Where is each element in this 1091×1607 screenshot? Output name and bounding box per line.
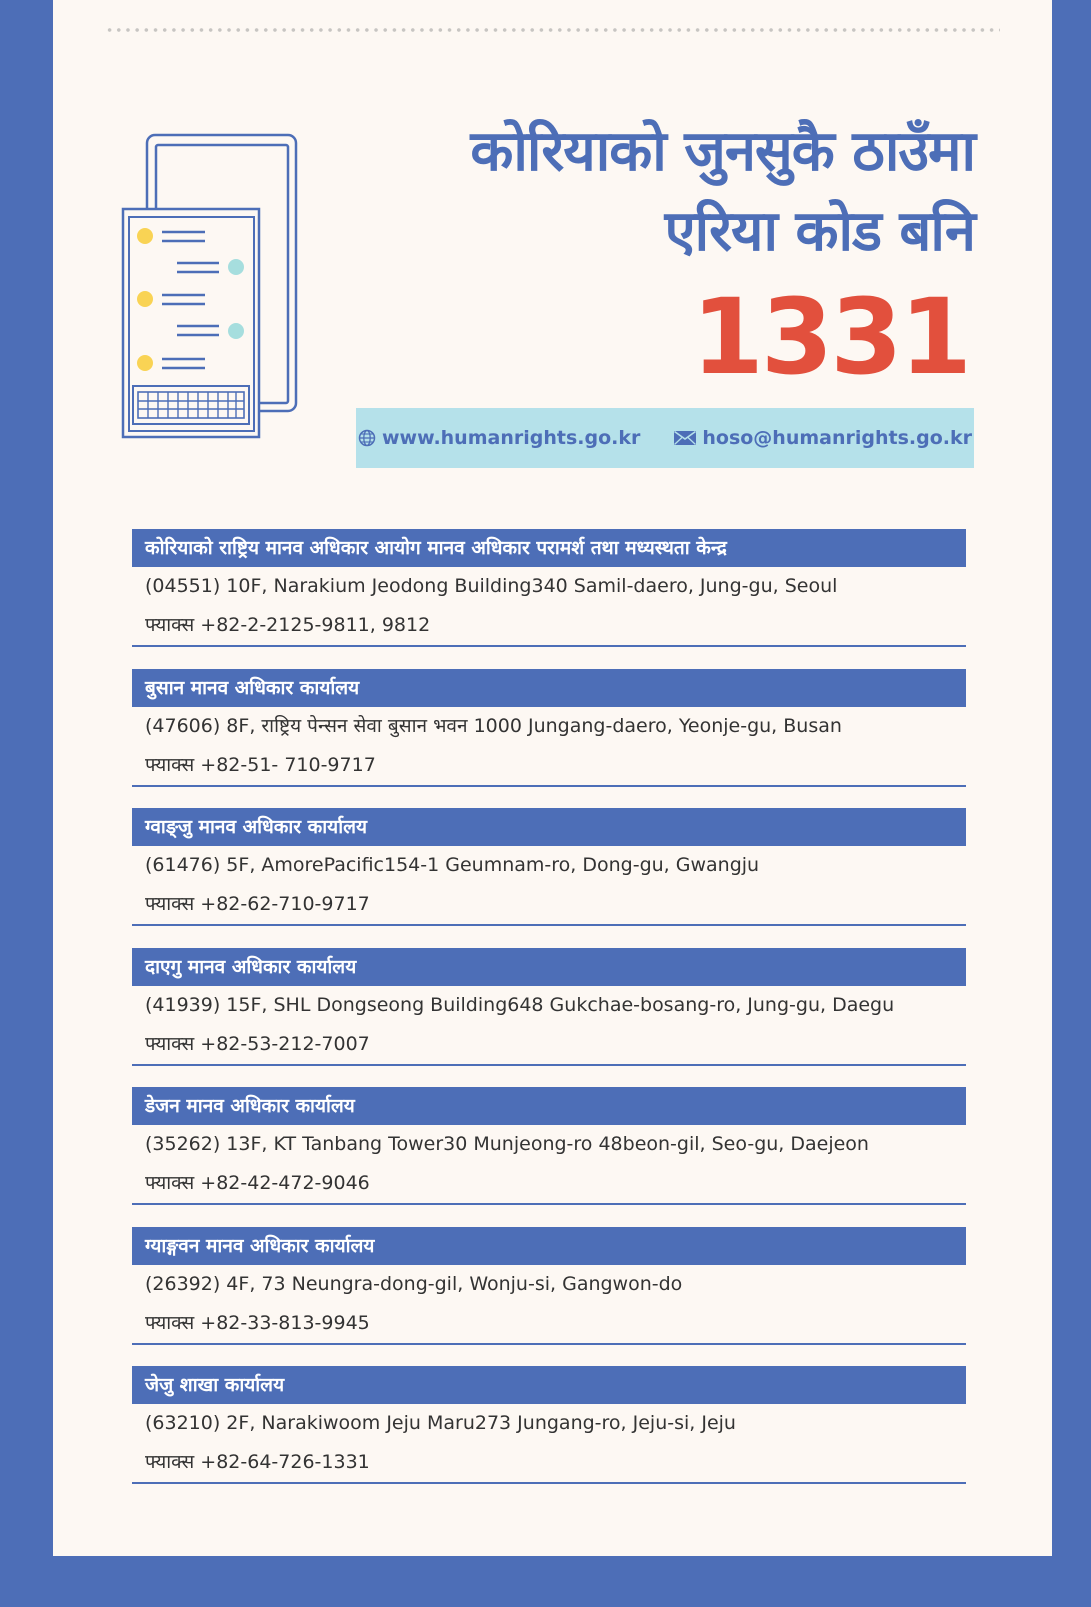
website-link[interactable]: www.humanrights.go.kr [382,427,641,449]
website-item[interactable] [358,427,640,449]
dotted-divider [105,28,1000,32]
office-name: कोरियाको राष्ट्रिय मानव अधिकार आयोग मानव अधिकार परामर्श तथा मध्यस्थता केन्द्र [132,529,966,567]
office-item [132,1366,966,1506]
office-fax: फ्याक्स +82-62-710-9717 [145,893,370,915]
email-item[interactable] [674,427,972,449]
contact-bar [356,408,974,468]
office-fax: फ्याक्स +82-64-726-1331 [145,1451,370,1473]
office-fax: फ्याक्स +82-42-472-9046 [145,1172,370,1194]
office-name: बुसान मानव अधिकार कार्यालय [132,669,966,707]
headline-line-1: कोरियाको जुनसुकै ठाउँमा [470,119,975,184]
email-link[interactable]: hoso@humanrights.go.kr [702,427,972,449]
office-divider [132,1064,966,1066]
office-item [132,808,966,948]
office-fax: फ्याक्स +82-33-813-9945 [145,1311,370,1334]
globe-icon [358,429,376,447]
office-name: जेजु शाखा कार्यालय [132,1366,966,1404]
hotline-number: 1331 [691,276,969,398]
office-fax: फ्याक्स +82-2-2125-9811, 9812 [145,614,431,636]
office-divider [132,1343,966,1345]
office-name: दाएगु मानव अधिकार कार्यालय [132,948,966,986]
office-address: (35262) 13F, KT Tanbang Tower30 Munjeong-ro 48beon-gil, Seo-gu, Daejeon [145,1133,869,1155]
office-item [132,1227,966,1367]
page [53,0,1052,1556]
office-name: ग्वाङ्जु मानव अधिकार कार्यालय [132,808,966,846]
office-address: (61476) 5F, AmorePacific154-1 Geumnam-ro, Dong-gu, Gwangju [145,854,760,876]
office-name: ग्याङ्गवन मानव अधिकार कार्यालय [132,1227,966,1265]
office-address: (47606) 8F, राष्ट्रिय पेन्सन सेवा बुसान भवन 1000 Jungang-daero, Yeonje-gu, Busan [145,714,842,737]
envelope-icon [674,430,696,446]
office-list [132,529,966,1506]
office-address: (26392) 4F, 73 Neungra-dong-gil, Wonju-si, Gangwon-do [145,1272,683,1295]
headline-line-2: एरिया कोड बनि [664,199,975,264]
office-fax: फ्याक्स +82-51- 710-9717 [145,753,376,776]
office-item [132,948,966,1088]
office-fax: फ्याक्स +82-53-212-7007 [145,1032,370,1055]
office-divider [132,1482,966,1484]
office-address: (63210) 2F, Narakiwoom Jeju Maru273 Jungang-ro, Jeju-si, Jeju [145,1412,736,1434]
headline [470,112,975,272]
office-divider [132,645,966,647]
office-item [132,529,966,669]
office-item [132,1087,966,1227]
document-list-icon [121,133,303,451]
office-divider [132,785,966,787]
office-divider [132,1203,966,1205]
office-address: (04551) 10F, Narakium Jeodong Building340 Samil-daero, Jung-gu, Seoul [145,575,838,597]
office-divider [132,924,966,926]
office-address: (41939) 15F, SHL Dongseong Building648 Gukchae-bosang-ro, Jung-gu, Daegu [145,993,895,1016]
office-name: डेजन मानव अधिकार कार्यालय [132,1087,966,1125]
office-item [132,669,966,809]
